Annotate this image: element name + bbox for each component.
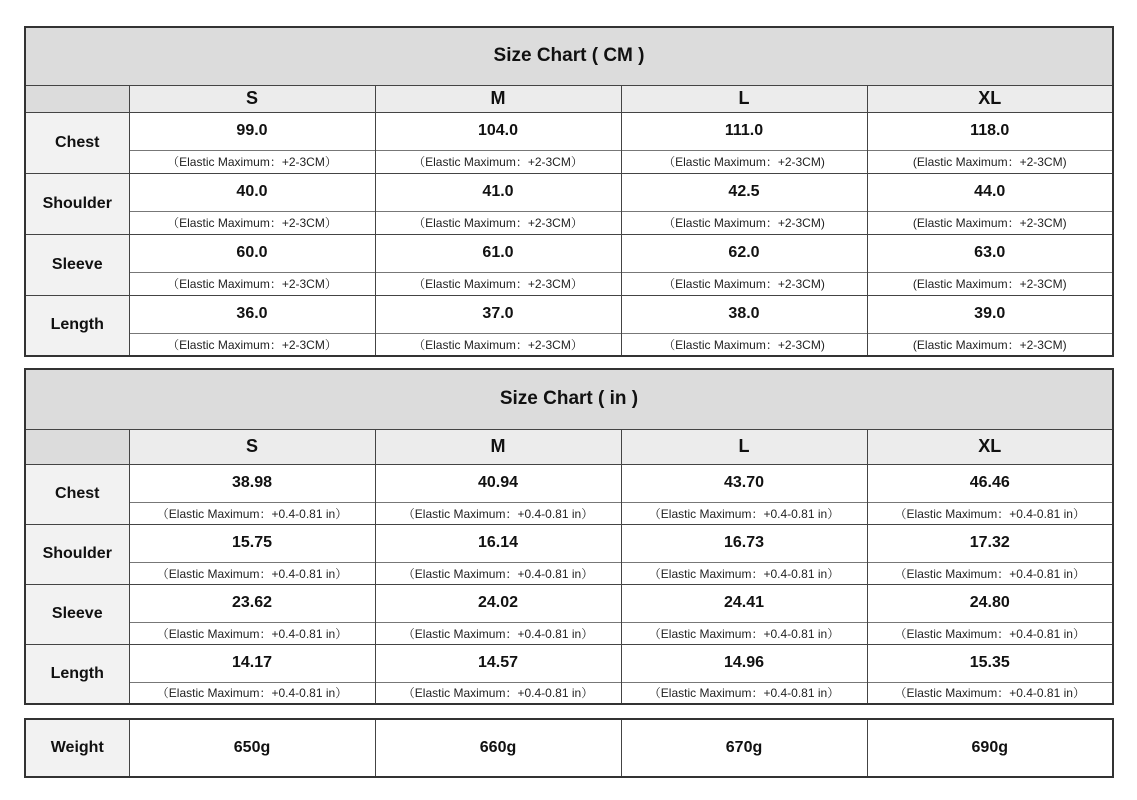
value-cell: 40.0 <box>129 173 375 211</box>
size-header-xl: XL <box>867 85 1113 112</box>
elastic-note: （Elastic Maximum：+0.4-0.81 in） <box>375 562 621 584</box>
elastic-note: （Elastic Maximum：+2-3CM) <box>621 150 867 173</box>
elastic-note: （Elastic Maximum：+2-3CM) <box>621 211 867 234</box>
weight-table <box>24 718 1114 778</box>
elastic-note: (Elastic Maximum：+2-3CM) <box>867 211 1113 234</box>
row-label-weight: Weight <box>25 719 129 777</box>
value-cell: 14.96 <box>621 644 867 682</box>
size-header-m: M <box>375 85 621 112</box>
corner-cell <box>25 429 129 464</box>
value-cell: 104.0 <box>375 112 621 150</box>
row-label-chest: Chest <box>25 464 129 524</box>
elastic-note: （Elastic Maximum：+2-3CM) <box>621 333 867 356</box>
elastic-note: （Elastic Maximum：+2-3CM） <box>129 333 375 356</box>
elastic-note: （Elastic Maximum：+0.4-0.81 in） <box>621 562 867 584</box>
elastic-note: （Elastic Maximum：+0.4-0.81 in） <box>129 682 375 704</box>
elastic-note: （Elastic Maximum：+2-3CM) <box>621 272 867 295</box>
elastic-note: （Elastic Maximum：+2-3CM） <box>129 272 375 295</box>
elastic-note: (Elastic Maximum：+2-3CM) <box>867 272 1113 295</box>
value-cell: 46.46 <box>867 464 1113 502</box>
row-label-sleeve: Sleeve <box>25 584 129 644</box>
elastic-note: （Elastic Maximum：+2-3CM） <box>129 211 375 234</box>
value-cell: 37.0 <box>375 295 621 333</box>
row-label-length: Length <box>25 644 129 704</box>
value-cell: 36.0 <box>129 295 375 333</box>
size-header-l: L <box>621 85 867 112</box>
weight-value-s: 650g <box>129 719 375 777</box>
value-cell: 38.0 <box>621 295 867 333</box>
value-cell: 15.75 <box>129 524 375 562</box>
elastic-note: （Elastic Maximum：+2-3CM） <box>129 150 375 173</box>
elastic-note: （Elastic Maximum：+0.4-0.81 in） <box>129 502 375 524</box>
elastic-note: （Elastic Maximum：+0.4-0.81 in） <box>375 502 621 524</box>
weight-value-l: 670g <box>621 719 867 777</box>
value-cell: 61.0 <box>375 234 621 272</box>
size-header-m: M <box>375 429 621 464</box>
weight-value-m: 660g <box>375 719 621 777</box>
elastic-note: （Elastic Maximum：+0.4-0.81 in） <box>375 622 621 644</box>
size-chart-cm-title: Size Chart ( CM ) <box>25 27 1113 85</box>
value-cell: 24.02 <box>375 584 621 622</box>
elastic-note: （Elastic Maximum：+0.4-0.81 in） <box>129 622 375 644</box>
row-label-shoulder: Shoulder <box>25 524 129 584</box>
row-label-sleeve: Sleeve <box>25 234 129 295</box>
value-cell: 118.0 <box>867 112 1113 150</box>
value-cell: 14.57 <box>375 644 621 682</box>
value-cell: 39.0 <box>867 295 1113 333</box>
elastic-note: (Elastic Maximum：+2-3CM) <box>867 333 1113 356</box>
size-header-l: L <box>621 429 867 464</box>
size-chart-in-title: Size Chart ( in ) <box>25 369 1113 429</box>
elastic-note: (Elastic Maximum：+2-3CM) <box>867 150 1113 173</box>
elastic-note: （Elastic Maximum：+0.4-0.81 in） <box>621 682 867 704</box>
elastic-note: （Elastic Maximum：+0.4-0.81 in） <box>621 502 867 524</box>
elastic-note: （Elastic Maximum：+2-3CM） <box>375 333 621 356</box>
corner-cell <box>25 85 129 112</box>
elastic-note: （Elastic Maximum：+0.4-0.81 in） <box>867 622 1113 644</box>
elastic-note: （Elastic Maximum：+0.4-0.81 in） <box>867 682 1113 704</box>
value-cell: 24.80 <box>867 584 1113 622</box>
value-cell: 41.0 <box>375 173 621 211</box>
value-cell: 14.17 <box>129 644 375 682</box>
value-cell: 62.0 <box>621 234 867 272</box>
elastic-note: （Elastic Maximum：+0.4-0.81 in） <box>129 562 375 584</box>
value-cell: 60.0 <box>129 234 375 272</box>
value-cell: 44.0 <box>867 173 1113 211</box>
value-cell: 17.32 <box>867 524 1113 562</box>
size-header-xl: XL <box>867 429 1113 464</box>
weight-value-xl: 690g <box>867 719 1113 777</box>
elastic-note: （Elastic Maximum：+2-3CM） <box>375 211 621 234</box>
value-cell: 40.94 <box>375 464 621 502</box>
value-cell: 42.5 <box>621 173 867 211</box>
size-header-s: S <box>129 429 375 464</box>
value-cell: 99.0 <box>129 112 375 150</box>
elastic-note: （Elastic Maximum：+0.4-0.81 in） <box>867 562 1113 584</box>
size-chart-cm-table <box>24 26 1114 357</box>
value-cell: 63.0 <box>867 234 1113 272</box>
elastic-note: （Elastic Maximum：+0.4-0.81 in） <box>621 622 867 644</box>
row-label-shoulder: Shoulder <box>25 173 129 234</box>
value-cell: 24.41 <box>621 584 867 622</box>
row-label-chest: Chest <box>25 112 129 173</box>
size-chart-in-table <box>24 368 1114 705</box>
elastic-note: （Elastic Maximum：+0.4-0.81 in） <box>375 682 621 704</box>
value-cell: 23.62 <box>129 584 375 622</box>
value-cell: 15.35 <box>867 644 1113 682</box>
value-cell: 43.70 <box>621 464 867 502</box>
elastic-note: （Elastic Maximum：+2-3CM） <box>375 272 621 295</box>
elastic-note: （Elastic Maximum：+2-3CM） <box>375 150 621 173</box>
value-cell: 111.0 <box>621 112 867 150</box>
elastic-note: （Elastic Maximum：+0.4-0.81 in） <box>867 502 1113 524</box>
value-cell: 16.14 <box>375 524 621 562</box>
row-label-length: Length <box>25 295 129 356</box>
value-cell: 38.98 <box>129 464 375 502</box>
value-cell: 16.73 <box>621 524 867 562</box>
size-header-s: S <box>129 85 375 112</box>
